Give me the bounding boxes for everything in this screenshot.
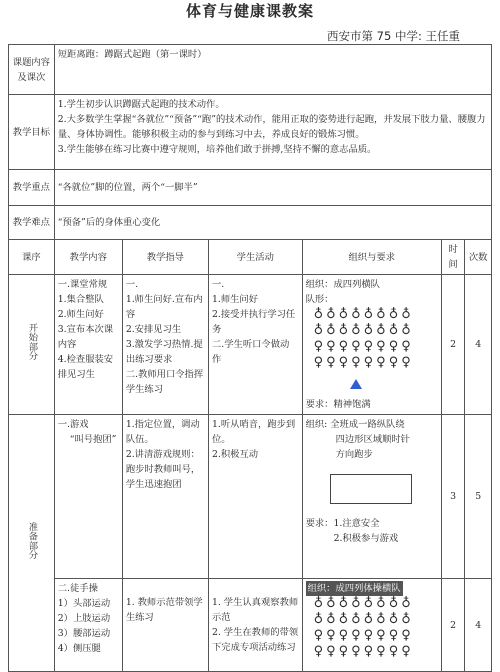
formation-row: ♁♁♁♁♁♁♁♁ — [313, 612, 414, 627]
author-line: 西安市第 75 中学: 王任重 — [327, 29, 460, 43]
lesson-plan-table — [8, 44, 492, 672]
guide-line: 2.安排见习生 — [125, 324, 182, 335]
count-cell: 4 — [465, 579, 492, 672]
goal-item: 2.大多数学生掌握“各就位”“预备”“跑”的技术动作，能用正取的姿势进行起跑，并发展下肢力量、腰腹力量、身体协调性。能够积极主动的参与到练习中去，养成良好的锻炼习惯。 — [57, 114, 486, 140]
key-label: 教学重点 — [9, 170, 55, 206]
content-line: 二.徒手操 — [57, 583, 98, 594]
formation-row: ♀♀♀♀♀♀♀♀ — [313, 355, 414, 370]
formation-row: ♁♁♁♁♁♁♁♁ — [313, 323, 414, 338]
guide-line: 2.讲清游戏规则：跑步时教师叫号，学生迅速抱团 — [125, 449, 201, 490]
formation-row: ♀♀♀♀♀♀♀♀ — [313, 628, 414, 643]
content-line: 2.师生问好 — [57, 309, 104, 320]
document-title: 体育与健康课教案 — [185, 2, 314, 20]
guide-line: 3.激发学习热情.提出练习要求 — [125, 339, 203, 365]
topic-row — [9, 45, 492, 95]
header-count: 次数 — [465, 240, 492, 275]
header-content: 教学内容 — [54, 240, 122, 275]
activity-line: 一. — [211, 279, 225, 290]
count-cell: 5 — [465, 415, 492, 579]
count-cell: 4 — [465, 275, 492, 415]
guide-cell — [122, 415, 208, 579]
activity-line: 2. 学生在教师的带领下完成专项活动练习 — [211, 627, 299, 653]
content-line: 2）上肢运动 — [57, 613, 111, 624]
content-line: 1.集合整队 — [57, 294, 104, 305]
key-value: “各就位”脚的位置，两个“一脚半” — [54, 170, 491, 206]
org-line-highlight: 组织：成四列体操横队 — [307, 583, 401, 594]
activity-line: 1.听从哨音，跑步到位。 — [211, 419, 296, 445]
org-cell — [302, 579, 441, 672]
activity-line: 1.师生问好 — [211, 294, 259, 305]
org-line: 组织: 全班成一路纵队绕 — [305, 419, 405, 430]
org-line: 方向跑步 — [335, 449, 373, 460]
time-cell: 3 — [441, 415, 464, 579]
guide-line: 一. — [125, 279, 139, 290]
content-line: 4）侧压腿 — [57, 643, 101, 654]
guide-line: 1.指定位置，调动队伍。 — [125, 419, 200, 445]
activity-line: 1. 学生认真观察教师示范 — [211, 597, 299, 623]
key-row — [9, 170, 492, 206]
guide-line: 二.教师用口令指挥学生练习 — [125, 369, 204, 395]
activity-line: 2.接受并执行学习任务 — [211, 309, 296, 335]
formation-row: ♀♀♀♀♀♀♀♀ — [313, 644, 414, 659]
org-line — [306, 581, 438, 596]
topic-label: 课题内容及课次 — [9, 45, 55, 95]
section-name-label: 准备部分 — [26, 521, 38, 560]
org-line: 组织：成四列横队 — [305, 279, 380, 290]
activity-line: 二.学生听口令做动作 — [211, 339, 290, 365]
content-line: 4.检查服装安排见习生 — [57, 354, 114, 380]
content-cell — [54, 275, 122, 415]
header-time: 时间 — [441, 240, 464, 275]
header-order: 课序 — [9, 240, 55, 275]
goal-item: 3.学生能够在练习比赛中遵守规则，培养他们敢于拼搏,坚持不懈的意志品质。 — [57, 144, 377, 155]
section-start-row — [9, 275, 492, 415]
content-cell — [54, 579, 122, 672]
section-warmup-row — [9, 579, 492, 672]
time-cell: 2 — [441, 579, 464, 672]
header-activity: 学生活动 — [208, 240, 302, 275]
running-area-rectangle — [330, 474, 412, 504]
goal-item: 1.学生初步认识蹲踞式起跑的技术动作。 — [57, 99, 225, 110]
time-cell: 2 — [441, 275, 464, 415]
activity-cell — [208, 415, 302, 579]
difficulty-label: 教学难点 — [9, 206, 55, 240]
difficulty-value: “预备”后的身体重心变化 — [54, 206, 491, 240]
org-cell — [302, 275, 441, 415]
difficulty-row — [9, 206, 492, 240]
activity-line: 2.积极互动 — [211, 449, 259, 460]
formation-row: ♁♁♁♁♁♁♁♁ — [313, 596, 414, 611]
content-line: 1）头部运动 — [57, 598, 111, 609]
require-line: 要求：精神饱满 — [305, 399, 371, 410]
content-line: 3）腰部运动 — [57, 628, 111, 639]
formation-row: ♀♀♀♀♀♀♀♀ — [313, 339, 414, 354]
guide-cell — [122, 275, 208, 415]
header-guide: 教学指导 — [122, 240, 208, 275]
section-name — [9, 275, 55, 415]
content-line: 3.宣布本次课内容 — [57, 324, 114, 350]
org-line: 队形： — [305, 294, 334, 305]
section-name-label: 开始部分 — [26, 323, 38, 361]
topic-value: 短距离跑：蹲踞式起跑（第一课时） — [54, 45, 491, 95]
goal-label: 教学目标 — [9, 95, 55, 170]
activity-cell — [208, 579, 302, 672]
section-name — [9, 415, 55, 672]
require-line: 要求：1.注意安全 — [305, 518, 380, 529]
require-line: 2.积极参与游戏 — [333, 533, 399, 544]
teacher-triangle-icon — [350, 379, 362, 389]
section-prep-row — [9, 415, 492, 579]
guide-cell — [122, 579, 208, 672]
content-line: “叫号抱团” — [69, 434, 117, 445]
goal-row — [9, 95, 492, 170]
guide-line: 1. 教师示范带领学生练习 — [125, 597, 203, 623]
formation-row: ♁♁♁♁♁♁♁♁ — [313, 307, 414, 322]
guide-line: 1.师生问好.宣布内容 — [125, 294, 203, 320]
goal-list — [54, 95, 491, 170]
header-org: 组织与要求 — [302, 240, 441, 275]
org-line: 四边形区域顺时针 — [335, 434, 410, 445]
header-row — [9, 240, 492, 275]
content-cell — [54, 415, 122, 579]
content-line: 一.游戏 — [57, 419, 89, 430]
activity-cell — [208, 275, 302, 415]
org-cell — [302, 415, 441, 579]
content-line: 一.课堂常规 — [57, 279, 108, 290]
